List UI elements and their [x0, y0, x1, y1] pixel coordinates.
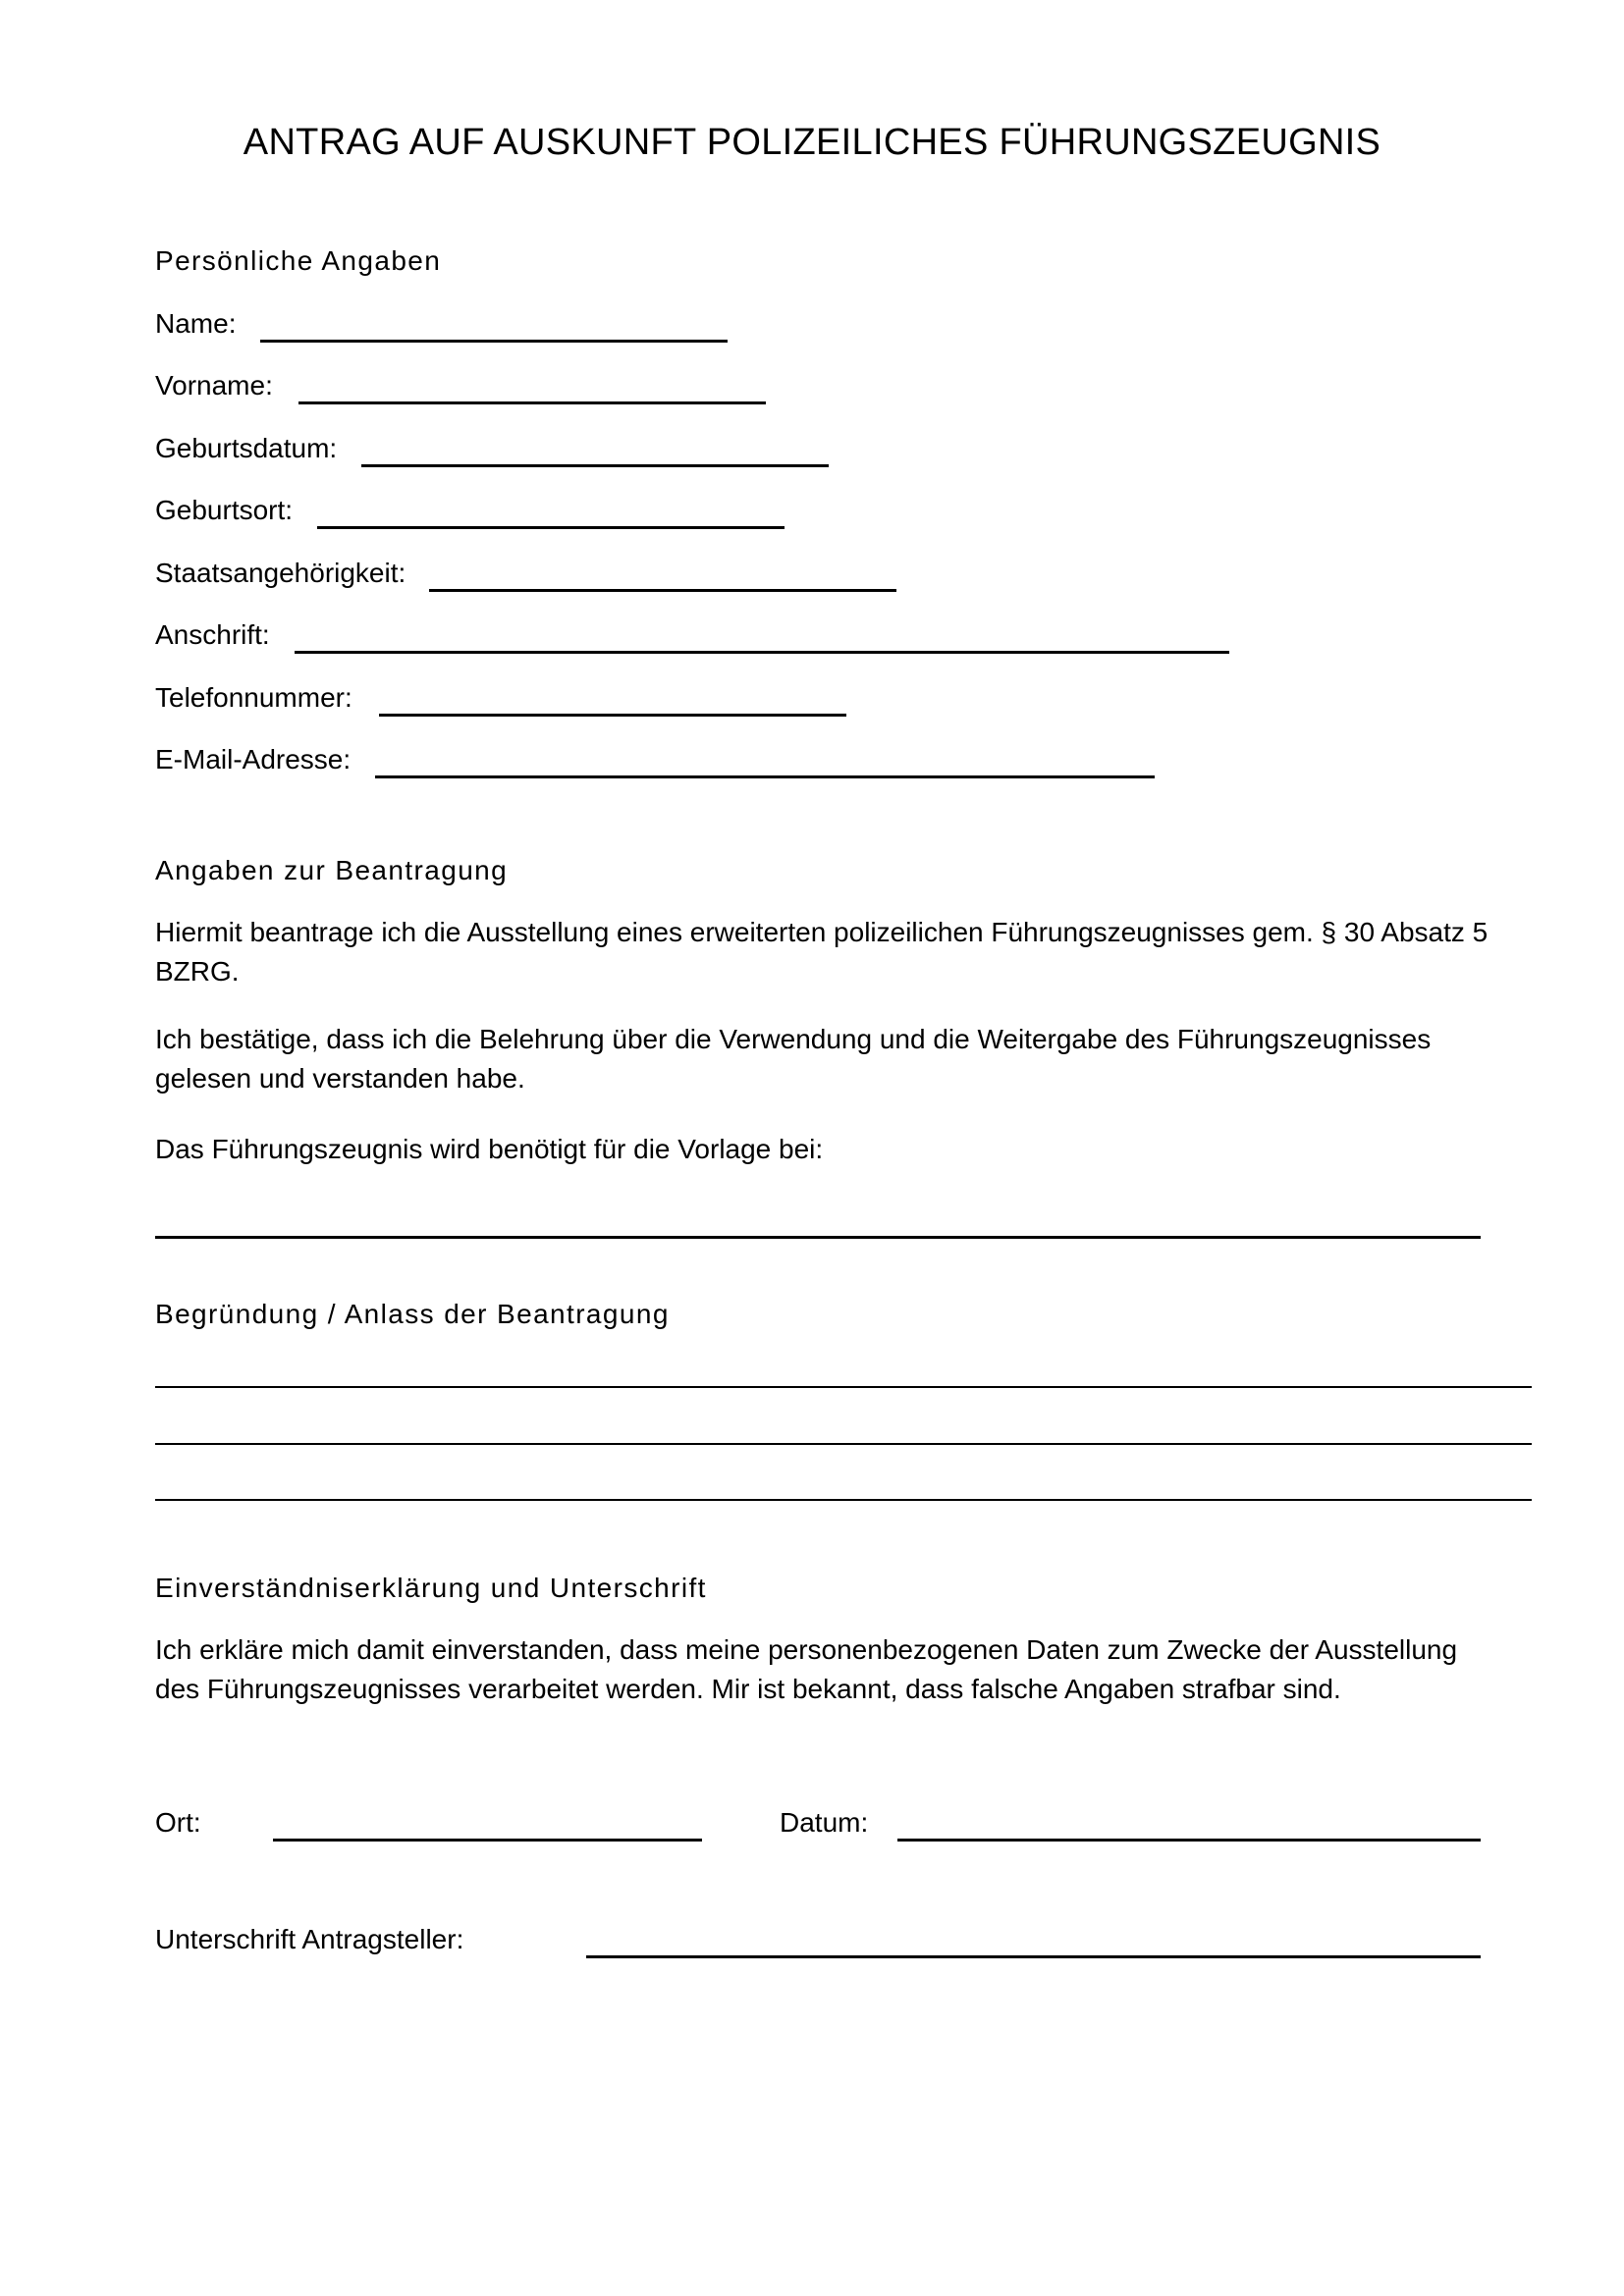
vorlage-field[interactable] — [155, 1236, 1481, 1239]
application-paragraph-3: Das Führungszeugnis wird benötigt für die Vorlage bei: — [155, 1134, 824, 1164]
staatsangehoerigkeit-field[interactable] — [429, 589, 896, 592]
consent-paragraph: Ich erkläre mich damit einverstanden, dass meine personenbezogenen Daten zum Zwecke der Ausstellung des Führungszeugnisses verarbeitet werden. Mir ist bekannt, dass falsche Angaben strafbar sind. — [155, 1634, 1458, 1704]
application-paragraph-2: Ich bestätige, dass ich die Belehrung über die Verwendung und die Weitergabe des Führungszeugnisses gelesen und verstanden habe. — [155, 1024, 1432, 1094]
reason-line-3[interactable] — [155, 1499, 1532, 1501]
ort-label: Ort: — [155, 1807, 201, 1838]
anschrift-field[interactable] — [295, 651, 1229, 654]
geburtsort-label: Geburtsort: — [155, 495, 294, 525]
vorname-label: Vorname: — [155, 370, 273, 400]
telefon-label: Telefonnummer: — [155, 682, 352, 713]
anschrift-label: Anschrift: — [155, 619, 270, 650]
signature-field[interactable] — [586, 1955, 1481, 1958]
application-paragraph-1: Hiermit beantrage ich die Ausstellung eines erweiterten polizeilichen Führungszeugnisses gem. § 30 Absatz 5 BZRG. — [155, 917, 1489, 987]
page-title: ANTRAG AUF AUSKUNFT POLIZEILICHES FÜHRUNGSZEUGNIS — [243, 122, 1381, 163]
telefon-field[interactable] — [379, 714, 846, 717]
ort-field[interactable] — [273, 1839, 702, 1842]
name-label: Name: — [155, 308, 237, 339]
email-field[interactable] — [375, 775, 1155, 778]
geburtsdatum-label: Geburtsdatum: — [155, 433, 338, 463]
geburtsdatum-field[interactable] — [361, 464, 829, 467]
section-heading-personal: Persönliche Angaben — [155, 245, 442, 276]
datum-label: Datum: — [780, 1807, 869, 1838]
section-heading-application: Angaben zur Beantragung — [155, 855, 509, 885]
vorname-field[interactable] — [298, 401, 766, 404]
staatsangehoerigkeit-label: Staatsangehörigkeit: — [155, 558, 406, 588]
section-heading-reason: Begründung / Anlass der Beantragung — [155, 1299, 670, 1329]
signature-label: Unterschrift Antragsteller: — [155, 1924, 464, 1954]
geburtsort-field[interactable] — [317, 526, 785, 529]
section-heading-consent: Einverständniserklärung und Unterschrift — [155, 1573, 707, 1603]
email-label: E-Mail-Adresse: — [155, 744, 352, 774]
reason-line-2[interactable] — [155, 1443, 1532, 1445]
datum-field[interactable] — [897, 1839, 1481, 1842]
name-field[interactable] — [260, 340, 728, 343]
reason-line-1[interactable] — [155, 1386, 1532, 1388]
